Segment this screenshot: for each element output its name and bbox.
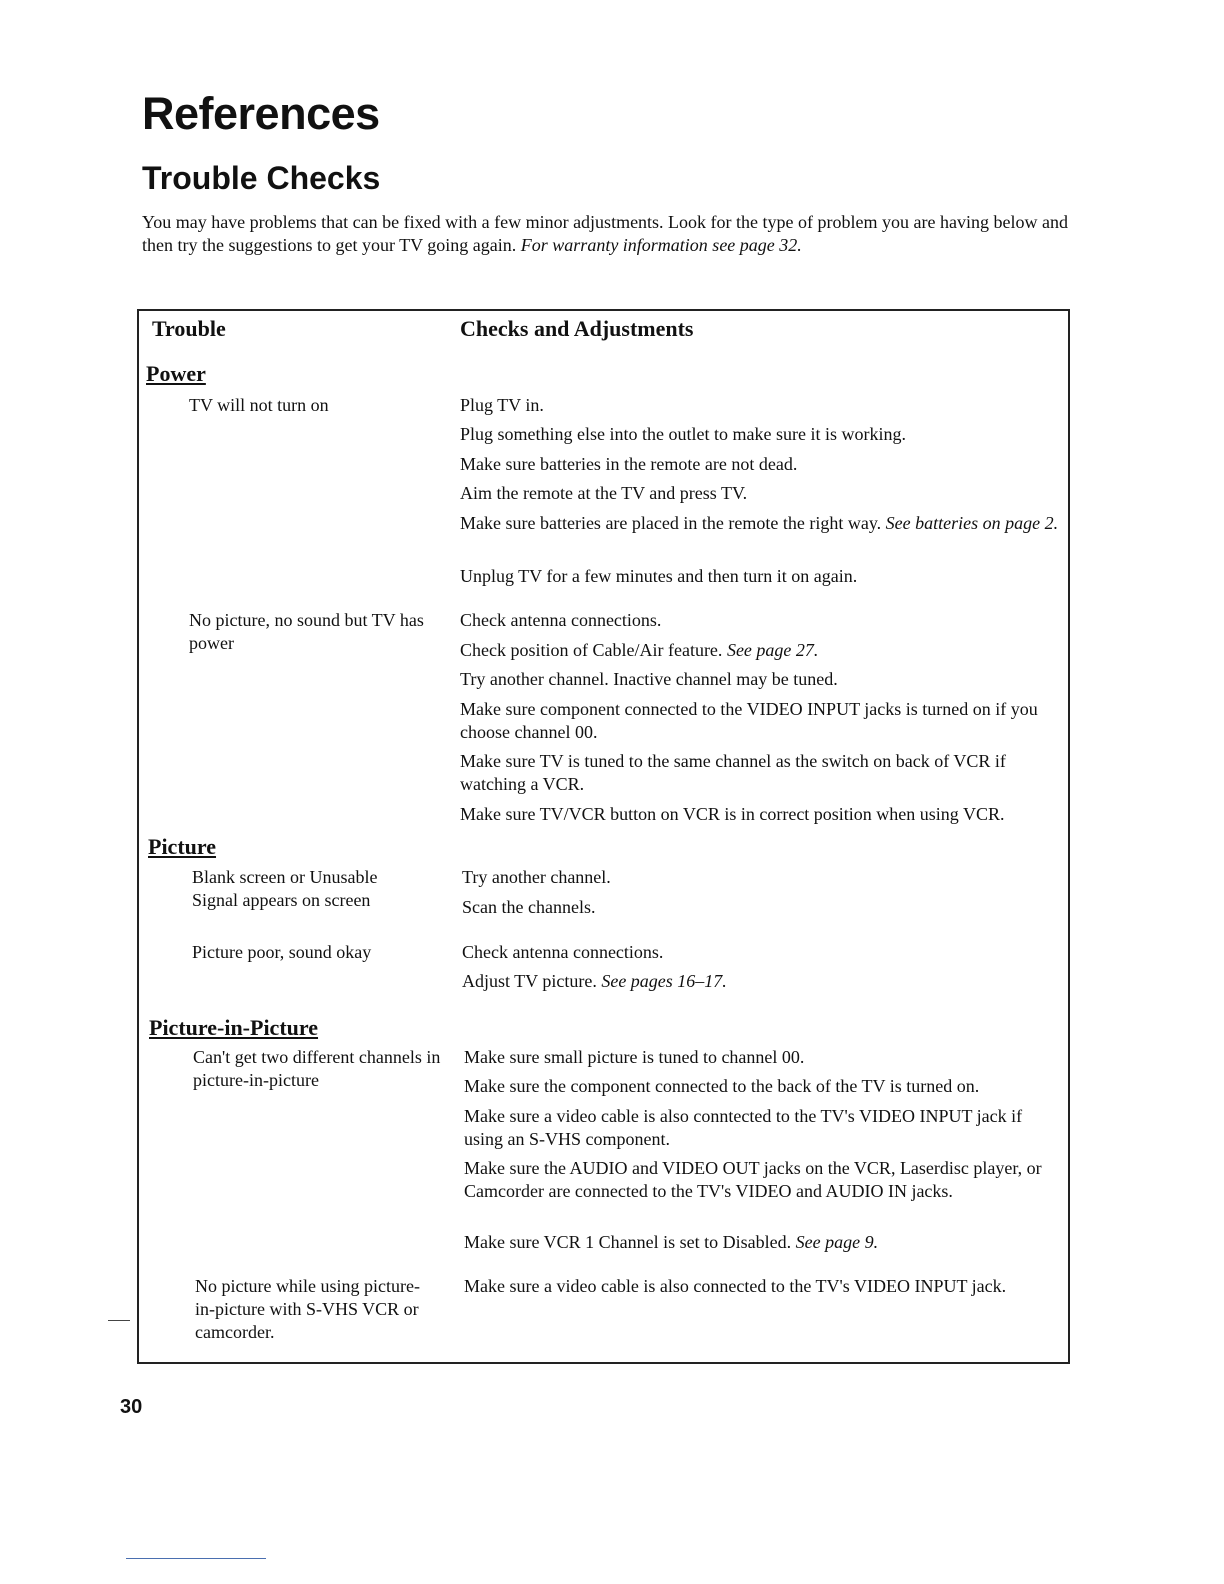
check-item — [464, 1231, 1064, 1254]
check-text: Adjust TV picture. — [462, 971, 597, 991]
trouble-checks-table — [137, 309, 1070, 1364]
check-item: Plug TV in. — [460, 395, 544, 415]
check-item: Plug something else into the outlet to make sure it is working. — [460, 424, 906, 444]
check-item: Make sure TV is tuned to the same channel as the switch on back of VCR if watching a VCR. — [460, 751, 1006, 794]
check-text: Make sure VCR 1 Channel is set to Disabled. — [464, 1232, 792, 1252]
category-picture: Picture — [148, 834, 217, 859]
intro-paragraph — [142, 211, 1082, 257]
footer-rule — [126, 1558, 266, 1559]
trouble-item: Blank screen or Unusable Signal appears on screen — [192, 867, 378, 910]
check-item: Scan the channels. — [462, 897, 596, 917]
check-item: Make sure the AUDIO and VIDEO OUT jacks on the VCR, Laserdisc player, or Camcorder are connected to the TV's VIDEO and AUDIO IN jacks. — [464, 1158, 1042, 1201]
page-reference: See page 27. — [726, 640, 819, 660]
check-item: Check antenna connections. — [460, 610, 662, 630]
trouble-item: No picture while using picture-in-picture with S-VHS VCR or camcorder. — [195, 1276, 420, 1342]
check-item: Unplug TV for a few minutes and then turn it on again. — [460, 566, 858, 586]
check-item: Check antenna connections. — [462, 942, 664, 962]
category-power: Power — [146, 361, 206, 386]
page-number: 30 — [120, 1396, 143, 1418]
check-item: Make sure a video cable is also conntected to the TV's VIDEO INPUT jack if using an S-VHS component. — [464, 1106, 1023, 1149]
check-item: Try another channel. — [462, 867, 611, 887]
warranty-note: For warranty information see page 32. — [520, 235, 802, 255]
check-item: Make sure the component connected to the back of the TV is turned on. — [464, 1076, 980, 1096]
check-item: Make sure component connected to the VIDEO INPUT jacks is turned on if you choose channel 00. — [460, 699, 1038, 742]
column-header-trouble: Trouble — [152, 316, 226, 341]
page-title: References — [142, 88, 380, 139]
check-item — [460, 512, 1060, 535]
margin-mark — [108, 1320, 130, 1321]
column-header-checks: Checks and Adjustments — [460, 316, 694, 341]
check-item: Try another channel. Inactive channel may be tuned. — [460, 669, 838, 689]
check-item: Make sure TV/VCR button on VCR is in correct position when using VCR. — [460, 804, 1005, 824]
page-reference: See pages 16–17. — [601, 971, 727, 991]
intro-text: You may have problems that can be fixed with a few minor adjustments. Look for the type of problem you are having below and then try the suggestions to get your TV going again. — [142, 212, 1068, 255]
trouble-item: Can't get two different channels in picture-in-picture — [193, 1047, 441, 1090]
category-picture-in-picture: Picture-in-Picture — [149, 1015, 319, 1040]
section-title: Trouble Checks — [142, 160, 381, 196]
trouble-item: TV will not turn on — [189, 395, 329, 415]
check-item — [460, 639, 1060, 662]
page-reference: See batteries on page 2. — [885, 513, 1059, 533]
check-item: Make sure batteries in the remote are not dead. — [460, 454, 798, 474]
check-text: Make sure batteries are placed in the remote the right way. — [460, 513, 882, 533]
trouble-item: Picture poor, sound okay — [192, 942, 372, 962]
check-item — [462, 970, 1062, 993]
page-reference: See page 9. — [795, 1232, 879, 1252]
check-item: Make sure a video cable is also connected to the TV's VIDEO INPUT jack. — [464, 1276, 1007, 1296]
check-item: Aim the remote at the TV and press TV. — [460, 483, 748, 503]
trouble-item: No picture, no sound but TV has power — [189, 610, 424, 653]
check-text: Check position of Cable/Air feature. — [460, 640, 723, 660]
check-item: Make sure small picture is tuned to channel 00. — [464, 1047, 805, 1067]
